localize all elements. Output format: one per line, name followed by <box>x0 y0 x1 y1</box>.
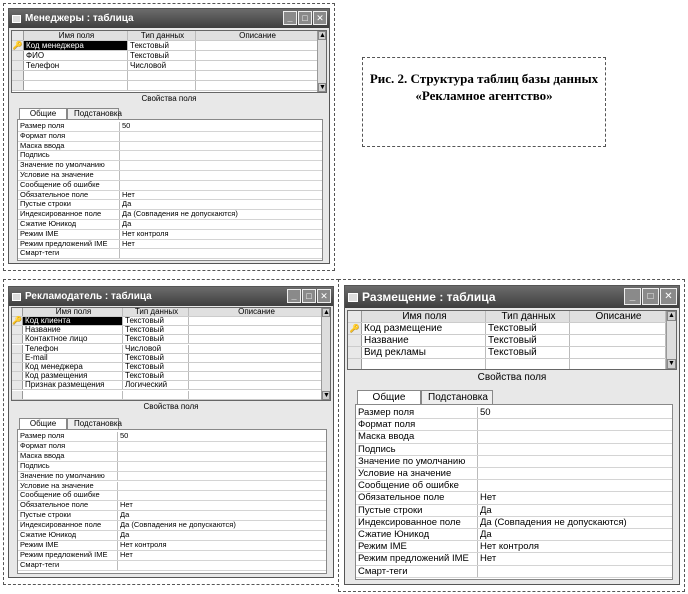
property-row[interactable] <box>18 462 326 472</box>
property-row[interactable] <box>18 171 322 181</box>
property-label: Индексированное поле <box>18 521 118 530</box>
property-value[interactable] <box>120 249 322 258</box>
field-type-cell[interactable]: Текстовый <box>128 41 196 50</box>
col-header-name[interactable]: Имя поля <box>362 311 486 322</box>
field-desc-cell[interactable] <box>570 335 666 346</box>
property-label: Смарт-теги <box>18 249 120 258</box>
table-row[interactable] <box>12 372 330 381</box>
property-value[interactable] <box>118 462 326 471</box>
property-value[interactable]: Нет <box>120 501 133 510</box>
property-label: Размер поля <box>356 407 478 418</box>
field-name-cell[interactable]: Телефон <box>23 345 123 353</box>
property-value[interactable]: Нет контроля <box>480 541 540 553</box>
table-row[interactable] <box>12 71 326 81</box>
grid-header <box>12 31 326 41</box>
field-type-cell[interactable]: Текстовый <box>486 335 570 346</box>
fields-grid[interactable] <box>347 310 677 370</box>
property-row[interactable] <box>18 482 326 492</box>
field-name-cell[interactable]: Телефон <box>24 61 128 70</box>
table-row[interactable] <box>12 61 326 71</box>
property-row[interactable] <box>356 505 672 517</box>
property-row[interactable] <box>356 553 672 565</box>
col-header-name[interactable]: Имя поля <box>24 31 128 40</box>
table-row[interactable] <box>12 391 330 400</box>
table-row[interactable] <box>348 347 676 359</box>
minimize-button[interactable]: _ <box>283 11 297 25</box>
field-name-cell[interactable]: Признак размещения <box>23 381 123 389</box>
tab-general[interactable]: Общие <box>19 108 67 119</box>
window-placement[interactable] <box>344 285 680 585</box>
property-tabs[interactable] <box>19 418 122 429</box>
vertical-scrollbar[interactable] <box>317 31 326 92</box>
field-name-cell[interactable]: Название <box>23 326 123 334</box>
field-type-cell[interactable]: Текстовый <box>123 372 189 380</box>
field-desc-cell[interactable] <box>196 61 318 70</box>
field-type-cell[interactable]: Текстовый <box>123 335 189 343</box>
field-desc-cell[interactable] <box>189 354 323 362</box>
property-value[interactable]: Нет <box>480 492 497 504</box>
field-type-cell[interactable]: Текстовый <box>128 51 196 60</box>
field-desc-cell[interactable] <box>189 326 323 334</box>
field-properties-label: Свойства поля <box>477 372 547 383</box>
property-row[interactable] <box>18 511 326 521</box>
field-name-cell[interactable]: Вид рекламы <box>362 347 486 358</box>
property-value[interactable] <box>120 181 322 190</box>
property-row[interactable] <box>356 444 672 456</box>
property-label: Сжатие Юникод <box>18 220 120 229</box>
property-label: Режим предложений IME <box>18 551 118 560</box>
col-header-desc[interactable]: Описание <box>570 311 666 322</box>
field-desc-cell[interactable] <box>189 317 323 325</box>
grid-header <box>12 308 330 317</box>
property-label: Обязательное поле <box>356 492 478 503</box>
window-advertisers[interactable] <box>8 286 334 578</box>
figure-caption: Рис. 2. Структура таблиц базы данных «Рекламное агентство» <box>369 71 599 103</box>
field-type-cell[interactable]: Текстовый <box>486 323 570 334</box>
property-label: Индексированное поле <box>356 517 478 528</box>
minimize-button[interactable]: _ <box>287 289 301 303</box>
field-name-cell[interactable]: Код менеджера <box>24 41 128 50</box>
field-type-cell[interactable]: Числовой <box>123 345 189 353</box>
table-row[interactable] <box>12 381 330 390</box>
property-row[interactable] <box>18 452 326 462</box>
title-bar[interactable] <box>9 287 333 306</box>
property-value[interactable]: 50 <box>480 407 491 418</box>
property-value[interactable] <box>478 566 672 577</box>
field-type-cell[interactable]: Числовой <box>128 61 196 70</box>
tab-general[interactable]: Общие <box>19 418 67 429</box>
primary-key-icon: 🔑 <box>12 316 22 325</box>
field-name-cell[interactable]: ФИО <box>24 51 128 60</box>
property-label: Формат поля <box>18 442 118 451</box>
property-value[interactable] <box>478 468 672 479</box>
property-value[interactable] <box>118 472 326 481</box>
window-title: Менеджеры : таблица <box>25 13 134 24</box>
property-label: Подпись <box>356 444 478 455</box>
maximize-button[interactable]: □ <box>298 11 312 25</box>
scroll-up-arrow-icon[interactable]: ▲ <box>323 309 330 316</box>
field-desc-cell[interactable] <box>570 347 666 358</box>
property-value[interactable] <box>120 171 322 180</box>
property-row[interactable] <box>18 432 326 442</box>
property-row[interactable] <box>18 122 322 132</box>
table-row[interactable] <box>12 363 330 372</box>
fields-grid[interactable] <box>11 307 331 401</box>
property-row[interactable] <box>18 161 322 171</box>
property-label: Обязательное поле <box>18 191 120 200</box>
field-desc-cell[interactable] <box>189 372 323 380</box>
maximize-button[interactable]: □ <box>302 289 316 303</box>
table-row[interactable] <box>12 81 326 91</box>
tab-lookup[interactable]: Подстановка <box>67 418 119 429</box>
scroll-down-arrow-icon[interactable]: ▼ <box>323 392 330 399</box>
property-label: Подпись <box>18 462 118 471</box>
property-value[interactable]: Нет <box>122 190 135 199</box>
property-tabs[interactable] <box>19 108 122 119</box>
scroll-up-arrow-icon[interactable]: ▲ <box>668 312 675 319</box>
field-name-cell[interactable]: Код менеджера <box>23 363 123 371</box>
property-label: Значение по умолчанию <box>18 161 120 170</box>
field-name-cell[interactable]: Контактное лицо <box>23 335 123 343</box>
field-type-cell[interactable]: Текстовый <box>123 363 189 371</box>
title-bar[interactable] <box>345 286 679 308</box>
property-label: Сжатие Юникод <box>18 531 118 540</box>
property-value[interactable] <box>478 480 672 491</box>
property-row[interactable] <box>18 240 322 250</box>
property-value[interactable]: Да <box>120 511 130 520</box>
col-header-type[interactable]: Тип данных <box>486 311 570 322</box>
vertical-scrollbar[interactable] <box>321 308 330 400</box>
property-row[interactable] <box>18 531 326 541</box>
property-value[interactable] <box>118 482 326 491</box>
field-name-cell[interactable]: E-mail <box>23 354 123 362</box>
vertical-scrollbar[interactable] <box>666 311 676 369</box>
property-row[interactable] <box>356 492 672 504</box>
property-label: Сжатие Юникод <box>356 529 478 540</box>
property-label: Сообщение об ошибке <box>18 491 118 500</box>
field-desc-cell[interactable] <box>189 335 323 343</box>
property-row[interactable] <box>356 419 672 431</box>
property-value[interactable] <box>478 419 672 430</box>
property-row[interactable] <box>18 220 322 230</box>
property-label: Режим IME <box>18 541 118 550</box>
field-desc-cell[interactable] <box>196 51 318 60</box>
property-value[interactable]: Нет <box>122 239 135 248</box>
property-label: Условие на значение <box>18 171 120 180</box>
property-row[interactable] <box>18 142 322 152</box>
property-row[interactable] <box>356 407 672 419</box>
property-value[interactable] <box>120 132 322 141</box>
property-row[interactable] <box>18 491 326 501</box>
table-row[interactable] <box>12 51 326 61</box>
property-row[interactable] <box>18 472 326 482</box>
property-row[interactable] <box>18 230 322 240</box>
property-value[interactable] <box>120 151 322 160</box>
property-label: Маска ввода <box>356 431 478 442</box>
property-value[interactable]: Да <box>120 531 130 539</box>
table-row[interactable] <box>12 354 330 363</box>
field-desc-cell[interactable] <box>196 41 318 50</box>
tab-lookup[interactable]: Подстановка <box>67 108 119 119</box>
property-value[interactable]: Да <box>480 504 492 516</box>
property-row[interactable] <box>18 521 326 531</box>
col-header-desc[interactable]: Описание <box>196 31 318 40</box>
property-row[interactable] <box>356 517 672 529</box>
property-row[interactable] <box>356 566 672 578</box>
property-row[interactable] <box>18 151 322 161</box>
properties-panel[interactable] <box>17 119 323 261</box>
table-row[interactable] <box>12 326 330 335</box>
field-desc-cell[interactable] <box>189 345 323 353</box>
property-value[interactable]: Нет <box>120 550 133 559</box>
scroll-down-arrow-icon[interactable]: ▼ <box>319 84 326 91</box>
property-label: Маска ввода <box>18 142 120 151</box>
fields-grid[interactable] <box>11 30 327 93</box>
table-row[interactable] <box>12 345 330 354</box>
property-value[interactable] <box>118 561 326 570</box>
grid-header <box>348 311 676 323</box>
minimize-button[interactable]: _ <box>624 288 641 305</box>
property-value[interactable] <box>478 431 672 442</box>
property-value[interactable]: Да <box>480 529 492 540</box>
property-label: Сообщение об ошибке <box>356 480 478 491</box>
field-type-cell[interactable]: Логический <box>123 381 189 389</box>
col-header-desc[interactable]: Описание <box>189 308 323 316</box>
property-value[interactable] <box>478 444 672 455</box>
property-label: Режим IME <box>18 230 120 239</box>
property-label: Пустые строки <box>356 505 478 516</box>
property-row[interactable] <box>356 529 672 541</box>
property-value[interactable] <box>478 456 672 467</box>
property-row[interactable] <box>18 249 322 259</box>
property-row[interactable] <box>18 501 326 511</box>
table-row[interactable] <box>12 41 326 51</box>
property-row[interactable] <box>18 132 322 142</box>
window-managers[interactable] <box>8 8 330 264</box>
col-header-type[interactable]: Тип данных <box>128 31 196 40</box>
property-label: Размер поля <box>18 122 120 131</box>
field-name-cell[interactable]: Код размещение <box>362 323 486 334</box>
property-value[interactable] <box>118 452 326 461</box>
close-button[interactable]: ✕ <box>313 11 327 25</box>
close-button[interactable]: ✕ <box>317 289 331 303</box>
field-properties-label: Свойства поля <box>143 402 199 411</box>
property-label: Условие на значение <box>18 482 118 491</box>
property-value[interactable]: Да <box>122 200 132 209</box>
property-row[interactable] <box>18 181 322 191</box>
property-row[interactable] <box>18 191 322 201</box>
field-desc-cell[interactable] <box>189 363 323 371</box>
property-row[interactable] <box>356 431 672 443</box>
property-label: Маска ввода <box>18 452 118 461</box>
property-value[interactable] <box>120 161 322 170</box>
primary-key-icon: 🔑 <box>12 41 23 50</box>
title-bar[interactable] <box>9 9 329 28</box>
property-label: Смарт-теги <box>356 566 478 577</box>
tab-general[interactable]: Общие <box>357 390 421 404</box>
property-label: Индексированное поле <box>18 210 120 219</box>
property-label: Подпись <box>18 151 120 160</box>
properties-panel[interactable] <box>17 429 327 574</box>
property-value[interactable] <box>118 491 326 500</box>
property-value[interactable]: Нет контроля <box>122 229 169 238</box>
col-header-name[interactable]: Имя поля <box>23 308 123 316</box>
property-value[interactable]: Нет <box>480 553 497 565</box>
field-type-cell[interactable]: Текстовый <box>486 347 570 358</box>
property-value[interactable]: 50 <box>122 122 131 130</box>
property-value[interactable]: Да (Совпадения не допускаются) <box>120 521 236 530</box>
property-row[interactable] <box>356 468 672 480</box>
properties-panel[interactable] <box>355 404 673 580</box>
property-value[interactable]: Да (Совпадения не допускаются) <box>480 516 627 528</box>
property-row[interactable] <box>356 541 672 553</box>
property-row[interactable] <box>18 210 322 220</box>
property-label: Формат поля <box>18 132 120 141</box>
tab-lookup[interactable]: Подстановка <box>421 390 493 404</box>
field-name-cell[interactable]: Код клиента <box>23 317 123 325</box>
property-label: Пустые строки <box>18 200 120 209</box>
scroll-down-arrow-icon[interactable]: ▼ <box>668 360 675 367</box>
property-row[interactable] <box>18 442 326 452</box>
maximize-button[interactable]: □ <box>642 288 659 305</box>
table-icon <box>12 15 21 23</box>
field-type-cell[interactable]: Текстовый <box>123 317 189 325</box>
property-value[interactable]: Нет контроля <box>120 540 167 549</box>
table-row[interactable] <box>348 335 676 347</box>
property-label: Пустые строки <box>18 511 118 520</box>
table-row[interactable] <box>348 359 676 370</box>
scroll-up-arrow-icon[interactable]: ▲ <box>319 32 326 39</box>
property-label: Формат поля <box>356 419 478 430</box>
field-desc-cell[interactable] <box>570 323 666 334</box>
property-value[interactable]: Да <box>122 220 132 228</box>
property-label: Режим IME <box>356 541 478 552</box>
property-label: Значение по умолчанию <box>356 456 478 467</box>
property-value[interactable] <box>118 442 326 451</box>
field-type-cell[interactable]: Текстовый <box>123 354 189 362</box>
property-row[interactable] <box>18 551 326 561</box>
table-row[interactable] <box>12 317 330 326</box>
property-row[interactable] <box>18 561 326 571</box>
property-value[interactable]: 50 <box>120 432 129 440</box>
property-label: Значение по умолчанию <box>18 472 118 481</box>
field-properties-label: Свойства поля <box>141 94 197 103</box>
property-label: Режим предложений IME <box>18 240 120 249</box>
property-row[interactable] <box>356 456 672 468</box>
primary-key-icon: 🔑 <box>349 324 360 333</box>
table-row[interactable] <box>348 323 676 335</box>
property-value[interactable] <box>120 142 322 151</box>
window-title: Рекламодатель : таблица <box>25 291 152 302</box>
property-row[interactable] <box>18 541 326 551</box>
field-name-cell[interactable]: Название <box>362 335 486 346</box>
field-name-cell[interactable]: Код размещения <box>23 372 123 380</box>
property-label: Смарт-теги <box>18 561 118 570</box>
field-type-cell[interactable]: Текстовый <box>123 326 189 334</box>
property-row[interactable] <box>356 480 672 492</box>
property-label: Обязательное поле <box>18 501 118 510</box>
table-row[interactable] <box>12 335 330 344</box>
window-title: Размещение : таблица <box>362 290 496 304</box>
property-label: Размер поля <box>18 432 118 441</box>
close-button[interactable]: ✕ <box>660 288 677 305</box>
table-icon <box>12 293 21 301</box>
property-label: Сообщение об ошибке <box>18 181 120 190</box>
property-label: Условие на значение <box>356 468 478 479</box>
property-tabs[interactable] <box>357 390 493 404</box>
property-row[interactable] <box>18 200 322 210</box>
field-desc-cell[interactable] <box>189 381 323 389</box>
property-value[interactable]: Да (Совпадения не допускаются) <box>122 210 238 219</box>
table-icon <box>348 293 358 302</box>
col-header-type[interactable]: Тип данных <box>123 308 189 316</box>
property-label: Режим предложений IME <box>356 553 478 564</box>
